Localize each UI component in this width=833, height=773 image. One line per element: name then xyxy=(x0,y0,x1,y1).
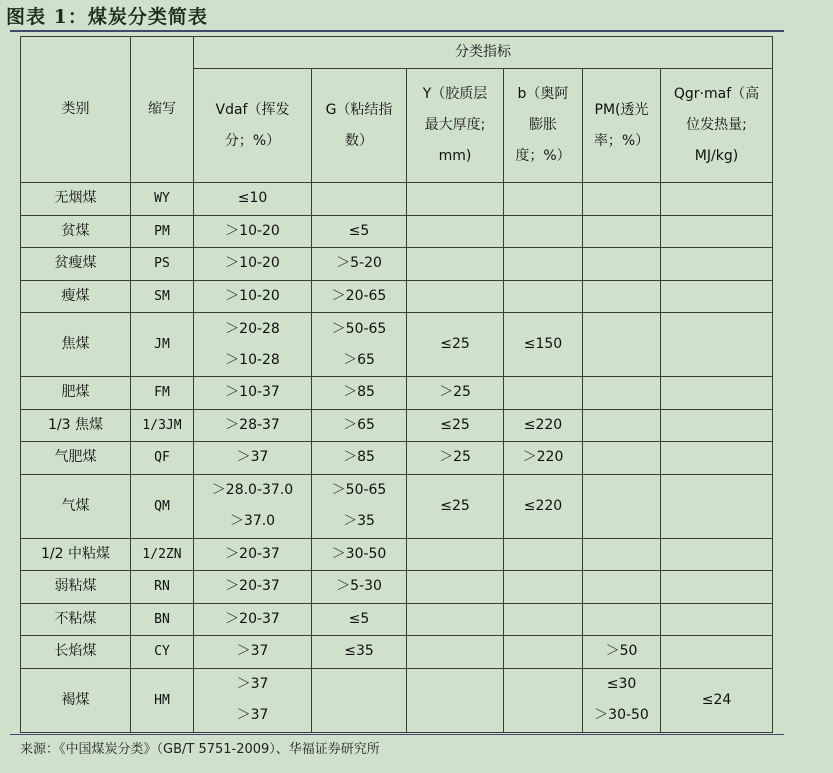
b-expansion-cell xyxy=(504,183,583,216)
coal-type-abbr: JM xyxy=(131,313,194,377)
y-thickness-cell xyxy=(407,280,504,313)
coal-type-name: 气煤 xyxy=(21,474,131,538)
coal-type-name: 贫瘦煤 xyxy=(21,248,131,281)
pm-transmittance-cell xyxy=(583,636,661,669)
coal-type-abbr: PM xyxy=(131,215,194,248)
title-divider xyxy=(10,30,784,32)
vdaf-cell-value: ≤10 xyxy=(237,190,268,207)
qgr-heat-cell xyxy=(661,603,773,636)
pm-transmittance-cell xyxy=(583,280,661,313)
g-index-cell xyxy=(312,668,407,732)
y-thickness-cell xyxy=(407,668,504,732)
g-index-cell xyxy=(312,474,407,538)
coal-type-name: 1/3 焦煤 xyxy=(21,409,131,442)
b-expansion-cell: ＞220 xyxy=(504,442,583,475)
coal-type-abbr: RN xyxy=(131,571,194,604)
coal-type-name: 弱粘煤 xyxy=(21,571,131,604)
vdaf-cell-value: ＞20-37 xyxy=(225,578,280,595)
g-index-cell-value: ≤5 xyxy=(348,222,370,239)
vdaf-cell xyxy=(194,636,312,669)
coal-type-name: 肥煤 xyxy=(21,377,131,410)
header-g-line: G（粘结指 xyxy=(325,101,393,118)
b-expansion-cell: ≤220 xyxy=(504,409,583,442)
coal-classification-table xyxy=(20,36,773,733)
qgr-heat-cell: ≤24 xyxy=(661,668,773,732)
g-index-cell xyxy=(312,603,407,636)
vdaf-cell xyxy=(194,668,312,732)
pm-transmittance-cell xyxy=(583,603,661,636)
g-index-cell xyxy=(312,313,407,377)
header-qgr-line: MJ/kg) xyxy=(694,148,739,164)
coal-type-abbr: PS xyxy=(131,248,194,281)
table-row xyxy=(21,668,773,732)
g-index-cell xyxy=(312,571,407,604)
header-vdaf xyxy=(194,69,312,183)
vdaf-cell-value: ＞10-20 xyxy=(225,222,280,239)
qgr-heat-cell xyxy=(661,280,773,313)
g-index-cell-value: ＞35 xyxy=(343,513,375,529)
table-row xyxy=(21,183,773,216)
header-pm-line: 率；%） xyxy=(593,132,650,149)
vdaf-cell xyxy=(194,215,312,248)
g-index-cell xyxy=(312,377,407,410)
coal-type-name: 无烟煤 xyxy=(21,183,131,216)
qgr-heat-cell xyxy=(661,183,773,216)
g-index-cell xyxy=(312,442,407,475)
b-expansion-cell: ≤220 xyxy=(504,474,583,538)
coal-type-name: 褐煤 xyxy=(21,668,131,732)
coal-type-abbr: QF xyxy=(131,442,194,475)
header-b xyxy=(504,69,583,183)
y-thickness-cell xyxy=(407,538,504,571)
table-row xyxy=(21,474,773,538)
vdaf-cell xyxy=(194,603,312,636)
g-index-cell-value: ＞85 xyxy=(343,449,375,466)
y-thickness-cell: ＞25 xyxy=(407,377,504,410)
vdaf-cell-value: ＞37 xyxy=(236,643,269,660)
coal-type-abbr: WY xyxy=(131,183,194,216)
qgr-heat-cell xyxy=(661,248,773,281)
y-thickness-cell xyxy=(407,571,504,604)
g-index-cell-value: ＞50-65 xyxy=(331,482,387,498)
table-row xyxy=(21,571,773,604)
y-thickness-cell: ＞25 xyxy=(407,442,504,475)
vdaf-cell xyxy=(194,377,312,410)
vdaf-cell-value: ＞10-20 xyxy=(225,287,280,304)
coal-type-name: 不粘煤 xyxy=(21,603,131,636)
coal-type-name: 焦煤 xyxy=(21,313,131,377)
table-row xyxy=(21,409,773,442)
qgr-heat-cell xyxy=(661,442,773,475)
g-index-cell-value: ＞85 xyxy=(343,384,375,401)
vdaf-cell xyxy=(194,442,312,475)
g-index-cell-value: ＞5-30 xyxy=(336,578,382,595)
coal-type-abbr: 1/2ZN xyxy=(131,538,194,571)
coal-type-abbr: FM xyxy=(131,377,194,410)
vdaf-cell xyxy=(194,571,312,604)
header-b-line: 度；%） xyxy=(515,148,571,164)
g-index-cell-value: ＞65 xyxy=(343,416,375,433)
header-y-line: mm) xyxy=(438,148,472,164)
vdaf-cell-value: ＞10-20 xyxy=(225,255,280,272)
vdaf-cell xyxy=(194,313,312,377)
header-pm-line: PM(透光 xyxy=(594,101,649,118)
g-index-cell-value: ＞5-20 xyxy=(336,255,382,272)
b-expansion-cell xyxy=(504,377,583,410)
b-expansion-cell xyxy=(504,248,583,281)
coal-type-name: 贫煤 xyxy=(21,215,131,248)
pm-transmittance-cell-value: ≤30 xyxy=(606,676,637,692)
y-thickness-cell xyxy=(407,248,504,281)
header-qgr-line: Qgr·maf（高 xyxy=(673,86,760,102)
g-index-cell xyxy=(312,280,407,313)
source-note: 来源：《中国煤炭分类》（GB/T 5751-2009）、华福证券研究所 xyxy=(20,742,380,757)
table-row xyxy=(21,442,773,475)
pm-transmittance-cell xyxy=(583,474,661,538)
table-row xyxy=(21,215,773,248)
table-row xyxy=(21,313,773,377)
header-qgr xyxy=(661,69,773,183)
coal-type-name: 瘦煤 xyxy=(21,280,131,313)
footer-divider xyxy=(10,734,784,735)
g-index-cell xyxy=(312,215,407,248)
vdaf-cell xyxy=(194,409,312,442)
pm-transmittance-cell xyxy=(583,571,661,604)
table-row xyxy=(21,248,773,281)
header-y-line: 最大厚度; xyxy=(424,117,486,133)
vdaf-cell-value: ＞37 xyxy=(236,707,269,723)
qgr-heat-cell xyxy=(661,215,773,248)
qgr-heat-cell xyxy=(661,538,773,571)
pm-transmittance-cell xyxy=(583,442,661,475)
header-vdaf-line: Vdaf（挥发 xyxy=(215,101,290,118)
y-thickness-cell xyxy=(407,215,504,248)
coal-type-abbr: SM xyxy=(131,280,194,313)
vdaf-cell xyxy=(194,280,312,313)
pm-transmittance-cell xyxy=(583,377,661,410)
pm-transmittance-cell xyxy=(583,183,661,216)
pm-transmittance-cell-value: ＞50 xyxy=(605,643,638,660)
pm-transmittance-cell xyxy=(583,215,661,248)
y-thickness-cell: ≤25 xyxy=(407,409,504,442)
b-expansion-cell xyxy=(504,538,583,571)
table-row xyxy=(21,280,773,313)
table-row xyxy=(21,636,773,669)
vdaf-cell-value: ＞20-37 xyxy=(225,610,280,627)
table-row xyxy=(21,603,773,636)
qgr-heat-cell xyxy=(661,571,773,604)
coal-type-abbr: 1/3JM xyxy=(131,409,194,442)
header-g-line: 数） xyxy=(345,132,373,149)
g-index-cell-value: ＞30-50 xyxy=(331,545,387,562)
g-index-cell xyxy=(312,538,407,571)
coal-type-abbr: HM xyxy=(131,668,194,732)
header-indicator-group: 分类指标 xyxy=(194,37,773,69)
qgr-heat-cell xyxy=(661,409,773,442)
header-y xyxy=(407,69,504,183)
qgr-heat-cell xyxy=(661,636,773,669)
header-abbr: 缩写 xyxy=(131,37,194,183)
vdaf-cell-value: ＞10-28 xyxy=(225,351,280,368)
header-qgr-line: 位发热量; xyxy=(686,117,747,133)
pm-transmittance-cell xyxy=(583,409,661,442)
y-thickness-cell xyxy=(407,603,504,636)
pm-transmittance-cell-value: ＞30-50 xyxy=(594,707,649,723)
table-row xyxy=(21,377,773,410)
g-index-cell xyxy=(312,409,407,442)
b-expansion-cell xyxy=(504,603,583,636)
header-y-line: Y（胶质层 xyxy=(422,86,488,102)
coal-type-name: 长焰煤 xyxy=(21,636,131,669)
coal-type-abbr: CY xyxy=(131,636,194,669)
coal-type-name: 气肥煤 xyxy=(21,442,131,475)
vdaf-cell xyxy=(194,474,312,538)
vdaf-cell-value: ＞28.0-37.0 xyxy=(211,482,294,498)
y-thickness-cell xyxy=(407,183,504,216)
y-thickness-cell: ≤25 xyxy=(407,474,504,538)
vdaf-cell-value: ＞37.0 xyxy=(229,513,276,529)
g-index-cell-value: ＞50-65 xyxy=(331,320,387,337)
b-expansion-cell xyxy=(504,636,583,669)
vdaf-cell xyxy=(194,183,312,216)
b-expansion-cell xyxy=(504,571,583,604)
vdaf-cell-value: ＞20-37 xyxy=(225,545,280,562)
header-b-line: 膨胀 xyxy=(529,117,557,133)
header-vdaf-line: 分；%） xyxy=(224,132,281,149)
coal-type-name: 1/2 中粘煤 xyxy=(21,538,131,571)
vdaf-cell xyxy=(194,538,312,571)
pm-transmittance-cell xyxy=(583,313,661,377)
vdaf-cell-value: ＞37 xyxy=(236,676,269,692)
b-expansion-cell: ≤150 xyxy=(504,313,583,377)
header-category: 类别 xyxy=(21,37,131,183)
header-g xyxy=(312,69,407,183)
g-index-cell-value: ≤5 xyxy=(348,610,370,627)
pm-transmittance-cell xyxy=(583,668,661,732)
vdaf-cell xyxy=(194,248,312,281)
qgr-heat-cell xyxy=(661,474,773,538)
figure-title: 图表 1：煤炭分类简表 xyxy=(6,6,208,28)
g-index-cell xyxy=(312,183,407,216)
pm-transmittance-cell xyxy=(583,248,661,281)
b-expansion-cell xyxy=(504,668,583,732)
y-thickness-cell: ≤25 xyxy=(407,313,504,377)
b-expansion-cell xyxy=(504,215,583,248)
vdaf-cell-value: ＞28-37 xyxy=(225,416,280,433)
g-index-cell-value: ＞65 xyxy=(343,351,375,368)
vdaf-cell-value: ＞10-37 xyxy=(225,384,280,401)
header-pm xyxy=(583,69,661,183)
b-expansion-cell xyxy=(504,280,583,313)
qgr-heat-cell xyxy=(661,377,773,410)
g-index-cell xyxy=(312,248,407,281)
pm-transmittance-cell xyxy=(583,538,661,571)
coal-type-abbr: QM xyxy=(131,474,194,538)
y-thickness-cell xyxy=(407,636,504,669)
g-index-cell-value: ≤35 xyxy=(344,643,374,660)
qgr-heat-cell xyxy=(661,313,773,377)
table-row xyxy=(21,538,773,571)
vdaf-cell-value: ＞20-28 xyxy=(225,320,280,337)
coal-type-abbr: BN xyxy=(131,603,194,636)
header-b-line: b（奥阿 xyxy=(517,86,569,102)
vdaf-cell-value: ＞37 xyxy=(236,449,269,466)
g-index-cell xyxy=(312,636,407,669)
g-index-cell-value: ＞20-65 xyxy=(331,287,387,304)
